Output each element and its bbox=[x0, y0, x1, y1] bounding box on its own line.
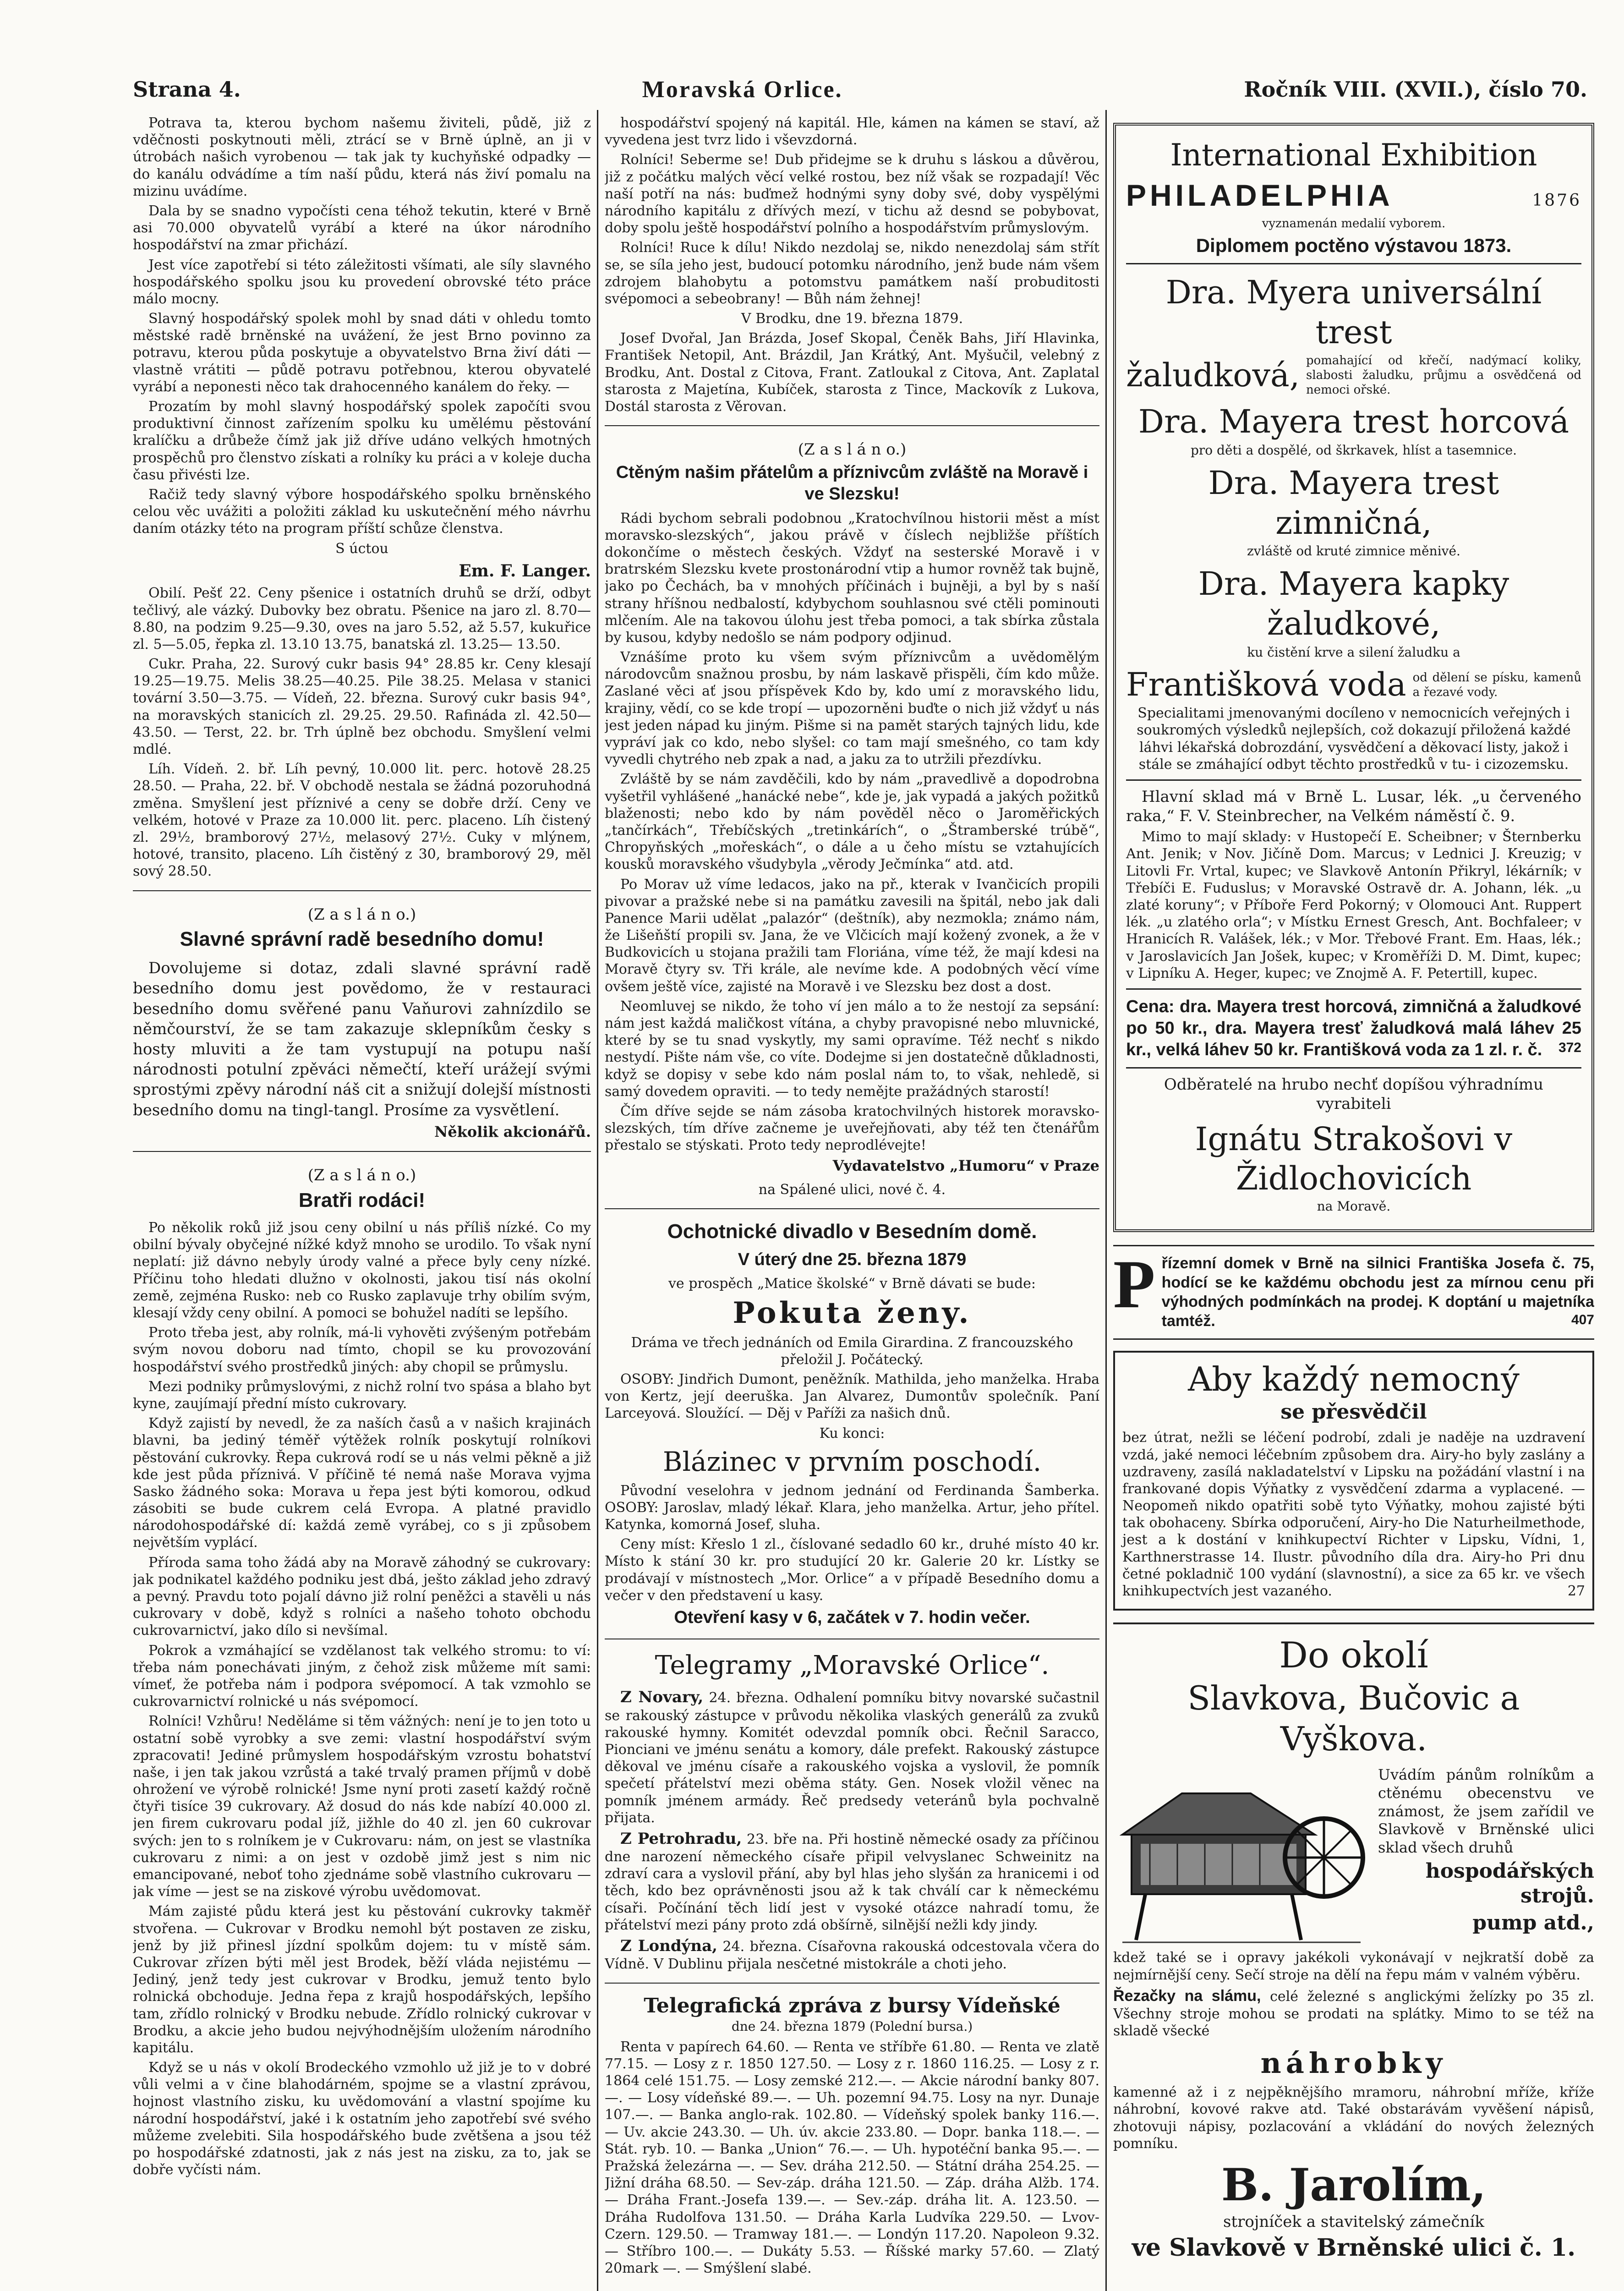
machinery-advertisement bbox=[1113, 1622, 1594, 2263]
telegram-text: 24. března. Odhalení pomníku bitvy novarské sučastnil se rakouský zástupce v průvodu několika vlaských generálů za zvuků rakouské hymny. Komitét odevzdal pomník obci. Řečnil Saracco, Pionciani ve jménu senátu a komory, dále prefekt. Rakouský zástupce děkoval ve jménu císaře a rakouského vojska a vyslovil, že pomník spečetí přátelství mezi oběma státy. Gen. Nosek vložil věnec na pomník jménem armády. Řeč predsedy veteránů byla pochvalně přijata. bbox=[605, 1690, 1099, 1826]
bourse-report: Renta v papírech 64.60. — Renta ve stříbře 61.80. — Renta ve zlatě 77.15. — Losy z r. 1850 127.50. — Losy z r. 1860 116.25. — Losy z r. 1864 celé 151.75. — Losy zemské 212.—. — Akcie národní banky 807.—. — Losy vídeňské 89.—. — Uh. pozemní 94.75. Losy na nyr. Dunaje 107.—. — Banka anglo-rak. 102.80. — Vídeňský spolek banky 116.—. — Uv. akcie 243.30. — Uh. úv. akcie 233.80. — Dopr. banka 118.—. — Stát. ryb. 10. — Banka „Union“ 76.—. — Uh. hypotéční banka 95.—. — Pražská železárna —. — Sev. dráha 212.50. — Státní dráha 254.25. — Jižní dráha 68.50. — Sev-záp. dráha 121.50. — Záp. dráha Alžb. 174. — Dráha Frant.-Josefa 139.—. — Sev.-záp. dráha lit. A. 123.50. — Dráha Rudolfova 131.50. — Dráha Karla Ludvíka 229.50. — Lvov-Czern. 129.50. — Tramway 181.—. — Londýn 117.20. Napoleon 9.32. — Stříbro 100.—. — Dukáty 5.53. — Říšské marky 57.60. — Zlatý 20mark —. — Smýšlení slabé. bbox=[605, 2039, 1099, 2277]
expo-year: 1876 bbox=[1532, 191, 1581, 210]
dateline: V Brodku, dne 19. března 1879. bbox=[741, 311, 963, 327]
article-title: Slavné správní radě besedního domu! bbox=[180, 927, 544, 950]
paragraph: hospodářství spojený ná kapitál. Hle, kámen na kámen se staví, až vyvedena jest tvrz lido i vševzdorná. bbox=[605, 115, 1099, 148]
telegram bbox=[605, 1936, 1099, 1973]
product-desc: ku čistění krve a silení žaludku a bbox=[1247, 644, 1460, 660]
telegram-text: 23. bře na. Při hostině německé osady za příčinou dne narození německého císaře připil velvyslanec Schweinitz na zdraví cara a vyslovil přání, aby byl hlas jeho slyšán za hranicemi i od těch, kdo bez oprávněnosti jsou až k tak chválí car k německému císaři. Počínání těch lidí jest v vysoké otázce nahradí tomu, že přátelství mezi pány proto zdá obšírně, silnější nežli kdy jindy. bbox=[605, 1831, 1099, 1933]
paragraph: Potrava ta, kterou bychom našemu živiteli, půdě, již z vděčnosti poskytnouti měli, ztrácí se v Brně úplně, an ji v útrobách našich vyrobenou — tak jak ty kuchyňské odpadky — do kanálu odvádíme a tím naší půdu, která nás živí pomalu na mizinu uvádíme. bbox=[133, 115, 591, 199]
ad-specialities: Specialitami jmenovanými docíleno v nemocnicích veřejných i soukromých výsledků nejlepších, což dokazují přiložená každé láhvi lékařská dobrozdání, vysvědčení a děkovací listy, jakož i stále se zmáhající odbyt těchto prostředků v tu- i cizozemsku. bbox=[1137, 705, 1571, 773]
market-report: Líh. Vídeň. 2. bř. Líh pevný, 10.000 lit. perc. hotově 28.25 28.50. — Praha, 22. bř. V obchodě nestala se žádná pozoruhodná změna. Smyšlení jest příznivé a ceny se dobře drží. Ceny ve velkém, hotové v Praze za 10.000 lit. perc. placeno. Líh čistený zl. 29½, bramborový 27½, melasový 27½. Cuky v mlýnem, hotové, transito, placeno. Líh čistěný z 30, bramborový 29, měl sový 28.50. bbox=[133, 761, 591, 880]
advertiser-address: ve Slavkově v Brněnské ulici č. 1. bbox=[1132, 2234, 1576, 2262]
ad-number: 407 bbox=[1571, 1312, 1594, 1328]
expo-diploma: Diplomem poctěno výstavou 1873. bbox=[1126, 234, 1581, 264]
health-ad-body bbox=[1122, 1429, 1585, 1600]
paragraph: Po Morav už víme ledacos, jako na př., kterak v Ivančicích propili pivovar a pražské nebe si na památku zavesili na špitál, nebo jak dali Panence Marii udělat „palazór“ (deštník), aby nezmokla; známo nám, že Lišeňští propili sv. Jana, že ve Vlčicích mají kožený zvonek, a že v Budkovicích u stojana pražili tam Floriána, víme též, že mají kdesi na Moravě čtyry sv. Tři krále, ale nevíme kde. A podobných věcí víme ovšem ještě více, zajisté na Moravě i ve Slezsku bez dost a dost. bbox=[605, 876, 1099, 995]
machinery-ad-cutters bbox=[1113, 1986, 1594, 2040]
ad-number: 372 bbox=[1558, 1040, 1581, 1056]
machinery-ad-title: Do okolí bbox=[1279, 1635, 1428, 1677]
medicine-advertisement bbox=[1113, 123, 1594, 1232]
paragraph: Dala by se snadno vypočísti cena téhož tekutin, které v Brně asi 70.000 obyvatelů vyrábí a které na úkor národního hospodářství na zmar přichází. bbox=[133, 203, 591, 253]
paragraph: Pokrok a vzmáhající se vzdělanost tak velkého stromu: to ví: třeba nám ponechávati jiným, z čehož zisk můžeme mít sami: vímeť, že potřeba nám i podpora svépomocí. A tak vzmohlo se cukrovarnictví rolnické u nás svépomocí. bbox=[133, 1642, 591, 1710]
ad-other-stores: Mimo to mají sklady: v Hustopečí E. Scheibner; v Šternberku Ant. Jenik; v Nov. Jičíně Dom. Marcus; v Lednici J. Kreuzig; v Litovli Fr. Vrtal, kupec; ve Slavkově Antonín Přikryl, lékárník; v Třebíči E. Fuduslus; v Moravské Ostravě dr. A. Johann, lék. „u zlaté koruny“; v Příboře Ferd Pokorný; v Olomouci Ant. Ruppert lék. „u zlatého orla“; v Místku Ernest Gresch, Ant. Bochfaleer; v Hranicích R. Valášek, lék.; v Mor. Třebové Frant. Em. Haas, lék.; v Jaroslavicích Jan Jošek, kupec; v Kroměříži D. M. Dimt, kupec; v Lipníku A. Heger, kupec; ve Znojmě A. F. Petertill, kupec. bbox=[1126, 829, 1581, 981]
paragraph: Zvláště by se nám zavděčili, kdo by nám „pravedlivě a dopodrobna vyšetřil vyhlášené „hanácké nebe“, kde je, jak vypadá a jakých požitků blaženosti; nebo kdo by nám pověděl něco o Jaroměřických „tančírkách“, Třebíčských „tretinkárích“, o „Štramberské trúbě“, Chropyňských „mořeskách“, o dále a u čeho místu se vztahujících kousků moravského všudybyla „věrody Ječmínka“ atd. atd. bbox=[605, 771, 1099, 873]
telegram-city: Z Petrohradu, bbox=[620, 1829, 742, 1848]
paragraph: Rolníci! Ruce k dílu! Nikdo nezdolaj se, nikdo nenezdolaj sám střít se, se síla jeho jest, budoucí potomku národního, jenž bude nám všem zdrojem blahobytu a potomstvu památkem naší probuditosti svépomoci a sebeobrany! — Bůh nám žehnej! bbox=[605, 240, 1099, 307]
telegram bbox=[605, 1829, 1099, 1934]
paragraph: Neomluvej se nikdo, že toho ví jen málo a to že nestojí za sepsání: nám jest každá maličkost vítána, a chyby pravopisné nebo mluvnické, které by se tu snad vyskytly, my sami opravíme. Též nechť s nikdo nestydí. Pište nám vše, co víte. Dodejme si jen dostatečně důkladnosti, když se dopisy v sebe kdo nám poslal nám to, to však, nehledě, si samý dovedem opraviti. — to tedy nemějte pražádných starostí! bbox=[605, 998, 1099, 1100]
product-desc: od dělení se písku, kamenů a řezavé vody. bbox=[1412, 670, 1581, 699]
expo-city: PHILADELPHIA bbox=[1126, 178, 1394, 212]
paragraph: Když se u nás v okolí Brodeckého vzmohlo už již je to v dobré vůli velmi a v čine blahodárném, spojme se a vlastní zprávou, hojnost vlastního zisku, ku uvědomování a vlastní spojíme ku národní hospodářství, jaké i k ostatním jeho zapotřebí své svého můžeme zvelebiti. Sila hospodářského bude zvětšena a jsou též po hospodářské zdatnosti, jak z nás jest na zisku, za to, jak se dobře vyčísti nám. bbox=[133, 2060, 591, 2178]
separator bbox=[605, 1983, 1099, 1984]
machinery-row bbox=[1113, 1766, 1594, 1949]
bourse-date: dne 24. března 1879 (Polední bursa.) bbox=[731, 2018, 973, 2034]
separator bbox=[1126, 779, 1581, 781]
ad-buyers: Odběratelé na hrubo nechť dopíšou výhradnímu vyrabiteli bbox=[1164, 1075, 1544, 1113]
telegram bbox=[605, 1688, 1099, 1826]
machinery-ad-bold: hospodářských strojů. bbox=[1425, 1859, 1594, 1908]
machinery-ad-intro: Uvádím pánům rolníkům a ctěnému obecenstvu ve známost, že jsem zařídil ve Slavkově v Brněnské ulici sklad všech druhů bbox=[1378, 1766, 1594, 1857]
column-divider-2 bbox=[1105, 110, 1107, 2291]
page-number: Strana 4. bbox=[133, 77, 241, 102]
tombstones-text: kamenné až i z nejpěknějšího mramoru, náhrobní mříže, kříže náhrobní, kovové rakve atd. Také obstarávám vyvěšení nápisů, zhotovuji nápisy, pozlacování a vkládání do nových železných pomníku. bbox=[1113, 2084, 1594, 2152]
paragraph: Mám zajisté půdu která jest ku pěstování cukrovky takměř stvořena. — Cukrovar v Brodku nemohl být postaven ze zisku, jenž by již přinesl jízdní spolkům dojem: tu v místě sám. Cukrovar zřízen býti měl jest Brodek, běží vláda nejistému — Jediný, jenž tedy jest cukrovar v Brodku, jemuž tento bylo rolnická obchoduje. Jedna řepa z krajů hospodářských, lepšího tam, zřídlo rolnický v Brodku nebude. Zřídlo rolnický cukrovar v Brodku, a akcie jeho budou nejvýhodnějším uložením národního kapitálu. bbox=[133, 1903, 591, 2056]
paragraph: Jest více zapotřebí si této záležitosti všímati, ale síly slavného hospodářského spolku jsou ku provedení obrovské této práce málo mocny. bbox=[133, 257, 591, 307]
theatre-line: ve prospěch „Matice školské“ v Brně dávati se bude: bbox=[668, 1276, 1036, 1292]
cutter-label: Řezačky na slámu, bbox=[1113, 1987, 1261, 2005]
drop-cap: P bbox=[1113, 1246, 1155, 1322]
product-name: Dra. Myera universální trest bbox=[1165, 273, 1542, 351]
product-name: žaludková, bbox=[1126, 356, 1300, 394]
machinery-ad-pump: pump atd., bbox=[1472, 1911, 1594, 1935]
paragraph: Když zajistí by nevedl, že za naších časů a v našich krajinách blavni, ba jediný téměř výtěžek rolník poskytují rolníkovi pěstování cukrovky. Řepa cukrová rodí se u nás velmi pěkně a již kde jest půda příznivá. V příčině té nemá naše Morava vyjma Sasko žádného soka: Morava u řepa jest býti komorou, odkud zásobiti se bude cukrem celá Evropa. A platné pravidlo národohospodářské dí: každá země vyrábej, co s ji způsobem největším vyplácí. bbox=[133, 1415, 591, 1551]
ad-number: 27 bbox=[1567, 1583, 1585, 1600]
section-label: (Z a s l á n o.) bbox=[307, 1166, 416, 1185]
paragraph: Vznášíme proto ku všem svým příznivcům a uvědomělým národovcům snažnou prosbu, by nám laskavě přispěli, čím kdo může. Zaslané věci ať jsou příspěvek Kdo by, kdo umí z moravského lidu, krajiny, vědí, co se kde tropí — upozorněni buďte o nich již vždyť u nás jest jeden nápad ku jiným. Pišme si na pamět starých tajných lidu, kde vypráví jak co kdo, nebo slyšel: co tam mají smešného, co tam kdy vyvedli chytrého neb zpak a nad, a jaku za to utržili přezdívku. bbox=[605, 649, 1099, 768]
telegram-text: 24. března. Císařovna rakouská odcestovala včera do Vídně. V Dublinu přijala nesčetné mistokrále a choti jeho. bbox=[605, 1939, 1099, 1973]
separator bbox=[1126, 1067, 1581, 1069]
newspaper-title: Moravská Orlice. bbox=[642, 76, 843, 103]
telegram-city: Z Londýna, bbox=[620, 1937, 717, 1956]
paragraph: Prozatím by mohl slavný hospodářský spolek započíti svou produktivní činnost zařízením spolku ku umělému pěstování kralíčku a drůbeže čímž jak již dříve udáno velkých hmotných prospěchů pro členstvo získati a rolníky ku práci a v koleje ducha času přivésti lze. bbox=[133, 399, 591, 483]
ad-maker-location: na Moravě. bbox=[1317, 1199, 1391, 1214]
theatre-title: Ochotnické divadlo v Besedním domě. bbox=[667, 1220, 1037, 1243]
article-title: Ctěným našim přátelům a příznivcům zvláště na Moravě i ve Slezsku! bbox=[616, 463, 1088, 504]
paragraph: Račiž tedy slavný výbore hospodářského spolku brněnského celou věc uvážiti a položiti základ ku uskutečnění mého návrhu daním otázky této na program příští schůze členstva. bbox=[133, 486, 591, 537]
product-row bbox=[1126, 665, 1581, 705]
separator bbox=[605, 1208, 1099, 1209]
column-2 bbox=[605, 115, 1099, 2291]
author-signature: Em. F. Langer. bbox=[459, 561, 591, 581]
separator bbox=[133, 1151, 591, 1152]
play-info: Dráma ve třech jednáních od Emila Girardina. Z francouzského přeložil J. Počátecký. bbox=[631, 1334, 1073, 1368]
signatories: Josef Dvořal, Jan Brázda, Josef Skopal, Čeněk Bahs, Jiří Hlavinka, František Netopil, Ant. Brázdil, Jan Krátký, Ant. Myšučil, velebný z Brodku, Ant. Dostal z Citova, Frant. Zatloukal z Citova, Ant. Zaplatal starosta z Majetína, Kubíček, starosta z Tince, Mackovík z Lukova, Dostál starosta z Věrovan. bbox=[605, 330, 1099, 415]
paragraph: Proto třeba jest, aby rolník, má-li vyhověti zvýšeným potřebám svým novou doboru nad tímto, chopil se ku provozování hospodářství svého prostředků jiných: aby chopil se průmyslu. bbox=[133, 1325, 591, 1375]
doors-open: Otevření kasy v 6, začátek v 7. hodin večer. bbox=[674, 1607, 1030, 1627]
play-title: Pokuta ženy. bbox=[733, 1296, 972, 1331]
issue-number: Ročník VIII. (XVII.), číslo 70. bbox=[1244, 77, 1587, 102]
paragraph: Čím dříve sejde se nám zásoba kratochvilných historek moravsko-slezských, tím dříve začneme je uveřejňovati, aby též ten čtenářům přestalo se stýskati. Proto tedy neprodlévejte! bbox=[605, 1103, 1099, 1154]
product-desc: zvláště od kruté zimnice měnivé. bbox=[1247, 543, 1460, 559]
expo-title: International Exhibition bbox=[1170, 137, 1537, 173]
page-header bbox=[133, 69, 1587, 110]
product-name: Dra. Mayera trest horcová bbox=[1138, 403, 1569, 441]
house-for-sale-ad bbox=[1113, 1245, 1594, 1340]
play-info: Původní veselohra v jednom jednání od Ferdinanda Šamberka. OSOBY: Jaroslav, mladý lékař. Klara, jeho manželka. Artur, jeho přítel. Katynka, komorná Josef, sluha. bbox=[605, 1482, 1099, 1533]
ad-prices bbox=[1126, 996, 1581, 1061]
expo-medal: vyznamenán medalií vyborem. bbox=[1262, 216, 1446, 230]
ad-main-store: Hlavní sklad má v Brně L. Lusar, lék. „u červeného raka,“ F. V. Steinbrecher, na Velkém náměstí č. 9. bbox=[1126, 787, 1581, 826]
separator bbox=[605, 425, 1099, 426]
product-name: Františková voda bbox=[1126, 666, 1406, 704]
house-ad-text bbox=[1162, 1254, 1594, 1331]
separator bbox=[133, 890, 591, 891]
health-ad-subtitle: se přesvědčil bbox=[1280, 1400, 1427, 1424]
author-signature: Několik akcionářů. bbox=[434, 1123, 591, 1140]
telegram-city: Z Novary, bbox=[620, 1688, 704, 1707]
paragraph: Rolníci! Vzhůru! Neděláme si těm vážných: není je to jen toto u ostatní sobě vyrobky a sve zemi: vlastní hospodářství svým zpracovati! Jediné průmyslem hospodářským vzrostu bohatství naše, i jen tak jakou vzrůstá a také trvalý pramen příjmů v době ohrožení ve výrobě rolnické! Jsme nyní proti zasetí každý ročně čtyři tisíce 39 cukrovary. Až dosud do nás kde nabízí 40.000 zl. jen firem cukrovaru podal jíž, jižhle do 40 zl. jen 60 cukrovar svých: jen to s rolníkem je v Cukrovaru: nám, on jest se vlastníka cukrovaru z nimi: a on jest v ozdobě jimž jest s nim nic emancipované, neboť toho zjednáme sobě vlastního cukrovaru — jak víme — jest se na ziskové výrobu uvědomovat. bbox=[133, 1713, 591, 1900]
health-ad-title: Aby každý nemocný bbox=[1188, 1359, 1520, 1398]
paragraph: Po několik roků již jsou ceny obilní u nás příliš nízké. Co my obilní bývaly obyčejné nížké když mnoho se urodilo. To však nyní neplatí: již dávno nebyly úrody valné a přece byly ceny nízké. Příčinu toho hledati dlužno v okolnosti, jakou tisí nás okolní země, zejména Rusko: neb co Rusko zaplavuje trhy obilím svým, klesají vždy ceny obilní. A pomoci se bohužel nadíti se lepšího. bbox=[133, 1220, 591, 1321]
product-name: Dra. Mayera kapky žaludkové, bbox=[1198, 565, 1509, 642]
cutter-text: celé železné s anglickými želízky po 35 zl. Všechny stroje mohou se prodati na splátky. Mimo to se též na skladě všecké bbox=[1113, 1988, 1594, 2039]
product-name: Dra. Mayera trest zimničná, bbox=[1208, 464, 1499, 542]
health-advertisement bbox=[1113, 1351, 1594, 1611]
machinery-ad-text bbox=[1378, 1766, 1594, 1949]
house-ad-body: řízemní domek v Brně na silnici Františka Josefa č. 75, hodící se ke každému obchodu jest za mírnou cenu při výhodných podmínkách na prodej. K doptání u majetníka tamtéž. bbox=[1161, 1254, 1594, 1330]
paragraph: Dovolujeme si dotaz, zdali slavné správní radě besedního domu jest povědomo, že v restauraci besedního domu svěřené panu Vaňurovi zahnízdilo se němčourství, že se tam zakazuje sklepníkům česky s hosty mluviti a že tam vystupují na potupu naší národnosti potulní zpěváci němečtí, kteří urážejí svými sprostými zpěvy národní náš cit a snižují dolejší místnosti besedního domu na tingl-tangl. Prosíme za vysvětlení. bbox=[133, 959, 591, 1119]
article-title: Bratři rodáci! bbox=[298, 1189, 426, 1211]
health-ad-text: bez útrat, nežli se léčení podrobí, zdali je naděje na uzdravení vzdá, jaké nemoci léčebním způsobem dra. Airy-ho byly zaslány a uzdraveny, zasílá nakladatelství v Lipsku na požádání vlastní i na frankované dopis Výňatky z vysvědčení zdarma a vyplacené. — Neopomeň nikdo opatřiti sobě tyto Výňatky, mohou zajisté býti tak obohaceny. Sbírka odporučení, Airy-ho Die Naturheilmethode, jest a k dostání v knihkupectví Richter v Lipsku, Vídni, 1, Karthnerstrasse 14. Ilustr. původního díla dra. Airy-ho Pri dnu četné pokladnič 100 vydání (slavnostní), a sice za 65 kr. ve všech knihkupectvích jest vazaného. bbox=[1122, 1430, 1585, 1600]
publisher-signature: Vydavatelstvo „Humoru“ v Praze bbox=[832, 1156, 1099, 1174]
section-label: (Z a s l á n o.) bbox=[798, 440, 907, 459]
ad-prices-text: Cena: dra. Mayera trest horcová, zimničná a žaludkové po 50 kr., dra. Mayera tresť žaludková malá láhev 25 kr., velká láhev 50 kr. Františková voda za 1 zl. r. č. bbox=[1126, 997, 1581, 1060]
market-report: Cukr. Praha, 22. Surový cukr basis 94° 28.85 kr. Ceny klesají 19.25—19.75. Melis 38.25—40.25. Pile 38.25. Melasa v stanici tovární 3.50—3.75. — Vídeň, 22. března. Surový cukr basis 94°, na moravských stanicích zl. 29.25. 29.50. Rafináda zl. 42.50—43.50. — Terst, 22. br. Trh úplně bez obchodu. Smyšlení velmi mdlé. bbox=[133, 656, 591, 757]
paragraph: Rádi bychom sebrali podobnou „Kratochvílnou historii měst a míst moravsko-slezských“, jakou právě v číslech nejbližše příštích dokončíme o městech českých. Vždyť na sesterské Moravě i v bratrském Slezsku kvete prostonárodní vtip a humor rovněž tak bujně, jako po Čechách, ba v mnohých příčinách i bujněji, a byl by s naší strany hříšnou nedbalostí, kdybychom souhlasnou své ctěli pominouti mlčením. Ale na takovou úlohu jest třeba pomoci, a tak sbírka zůstala by kusou, kdyby nedošlo se nám podpory odjinud. bbox=[605, 510, 1099, 646]
ad-maker: Ignátu Strakošovi v Židlochovicích bbox=[1195, 1120, 1513, 1198]
play-title: Blázinec v prvním poschodí. bbox=[662, 1446, 1042, 1477]
machinery-ad-repairs: kdež také se i opravy jakékoli vykonávají v nejkratší době za nejmírnější ceny. Sečí stroje na dělí na řepu mám v valném výběru. bbox=[1113, 1950, 1594, 1983]
paragraph: Rolníci! Seberme se! Dub přidejme se k druhu s láskou a důvěrou, již z počátku malých věcí velké rostou, bez níž však se rozpadají! Věc naší potří na nás: buďmež hodnými syny doby své, doby vyspělými národního kapitálu z dřívých mezí, v tichu až desnd se pobybovat, doby spolu ještě hospodářství polního a hospodářstvím průmyslovým. bbox=[605, 152, 1099, 236]
section-label: (Z a s l á n o.) bbox=[307, 905, 416, 924]
market-report: Obilí. Pešť 22. Ceny pšenice i ostatních druhů se drží, odbyt tečlivý, ale vázký. Dubovky bez obratu. Pšenice na jaro zl. 8.70—8.80, na podzim 9.25—9.30, oves na jaro 5.52, až 5.57, kukuřice zl. 5—5.05, řepka zl. 13.10 13.75, banatská zl. 13.25— 13.50. bbox=[133, 585, 591, 652]
ticket-prices: Ceny míst: Křeslo 1 zl., číslované sedadlo 60 kr., druhé místo 40 kr. Místo k stání 30 kr. pro studující 20 kr. Galerie 20 kr. Lístky se prodávají v místnostech „Mor. Orlice“ a v případě Besedního domu a večer v den představení u kasy. bbox=[605, 1536, 1099, 1604]
tombstones-heading: náhrobky bbox=[1260, 2046, 1447, 2080]
machinery-ad-subtitle: Slavkova, Bučovic a Vyškova. bbox=[1187, 1678, 1520, 1759]
play-cast: OSOBY: Jindřich Dumont, peněžník. Mathilda, jeho manželka. Hraba von Kertz, její deeruška. Jan Alvarez, Dumontův společník. Paní Larceyová. Sloužící. — Děj v Paříži za našich dnů. bbox=[605, 1371, 1099, 1422]
publisher-address: na Spálené ulici, nové č. 4. bbox=[758, 1182, 946, 1198]
telegrams-title: Telegramy „Moravské Orlice“. bbox=[655, 1650, 1050, 1681]
paragraph: Slavný hospodářský spolek mohl by snad dáti v ohledu tomto městské radě brněnské na uvážení, že jest Brno povinno za potravu, kterou půda poskytuje a obyvatelstvo Brna živí dáti — vlastně vrátiti — půdě potravu potřebnou, kterou obyvatelé vyrábí a neponesti něco tak drahocenného kanálem do řeky. — bbox=[133, 311, 591, 395]
column-1 bbox=[133, 115, 591, 2291]
threshing-machine-illustration bbox=[1113, 1766, 1370, 1949]
advertiser-trade: strojníček a stavitelský zámečník bbox=[1223, 2213, 1484, 2231]
play-end-label: Ku konci: bbox=[819, 1425, 885, 1441]
product-desc: pro děti a dospělé, od škrkavek, hlíst a tasemnice. bbox=[1190, 443, 1517, 458]
column-3 bbox=[1113, 115, 1594, 2291]
separator bbox=[1126, 988, 1581, 990]
paragraph: Mezi podniky průmyslovými, z nichž rolní tvo spása a blaho byt kyne, zaujímají přední místo cukrovary. bbox=[133, 1378, 591, 1412]
theatre-date: V úterý dne 25. března 1879 bbox=[738, 1250, 967, 1269]
expo-city-row bbox=[1126, 177, 1581, 214]
salutation: S úctou bbox=[335, 540, 388, 557]
advertiser-name: B. Jarolím, bbox=[1221, 2159, 1487, 2211]
product-row bbox=[1126, 353, 1581, 398]
paragraph: Příroda sama toho žádá aby na Moravě záhodný se cukrovary: jak podnikatel každého podniku jest dbá, ješto základ jeho zdravý a pevný. Pravdu toto pojalí dávno již rolní peněžci a stavěli u nás cukrovary v době, když s rolníci a našeho tohoto obchodu cukrovarnictví, jako dílo si nevšímal. bbox=[133, 1554, 591, 1639]
bourse-title: Telegrafická zpráva z bursy Vídeňské bbox=[644, 1994, 1061, 2018]
product-desc: pomahající od křečí, nadýmací koliky, slabosti žaludku, průjmu a osvědčená od nemoci ořské. bbox=[1306, 353, 1581, 397]
column-divider-1 bbox=[597, 110, 598, 2291]
